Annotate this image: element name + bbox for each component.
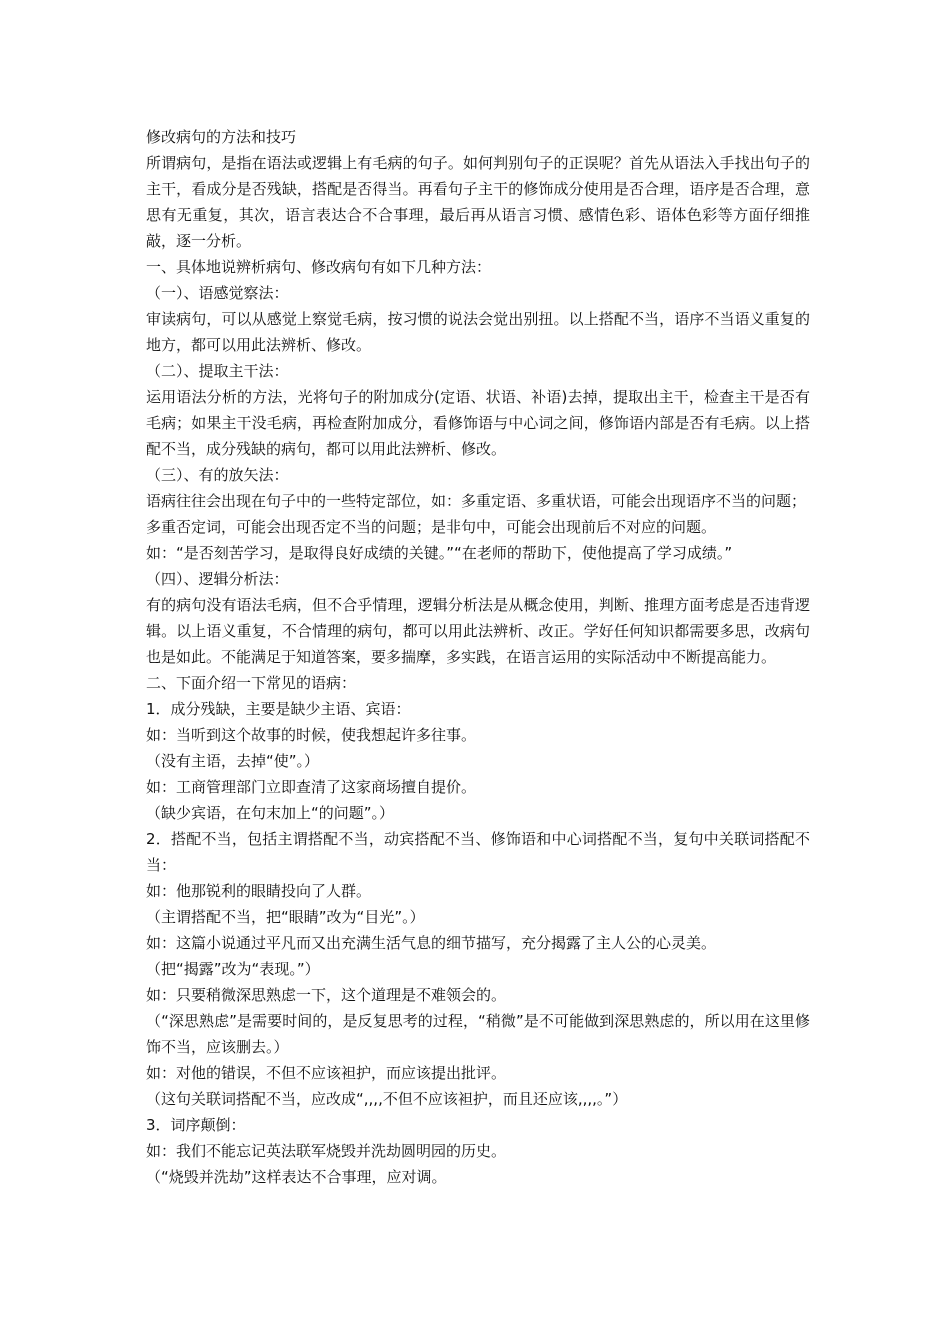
method-text-2: 运用语法分析的方法，光将句子的附加成分(定语、状语、补语)去掉，提取出主干，检查主干是否有毛病；如果主干没毛病，再检查附加成分，看修饰语与中心词之间，修饰语内部是否有毛病。以上搭配不当，成分残缺的病句，都可以用此法辨析、修改。 [146,388,810,458]
example-note: （“深思熟虑”是需要时间的，是反复思考的过程，“稍微”是不可能做到深思熟虑的，所以用在这里修饰不当，应该删去。） [146,1012,810,1056]
example-note: （“烧毁并洗劫”这样表达不合事理，应对调。 [146,1168,447,1186]
example-note: （主谓搭配不当，把“眼睛”改为“目光”。） [146,908,425,926]
method-text-4: 有的病句没有语法毛病，但不合乎情理，逻辑分析法是从概念使用，判断、推理方面考虑是否违背逻辑。以上语义重复，不合情理的病句，都可以用此法辨析、改正。学好任何知识都需要多思，改病句也是如此。不能满足于知道答案，要多揣摩，多实践，在语言运用的实际活动中不断提高能力。 [146,596,810,666]
intro-paragraph: 所谓病句，是指在语法或逻辑上有毛病的句子。如何判别句子的正误呢？首先从语法入手找出句子的主干，看成分是否残缺，搭配是否得当。再看句子主干的修饰成分使用是否合理，语序是否合理，意思有无重复，其次，语言表达合不合事理，最后再从语言习惯、感情色彩、语体色彩等方面仔细推敲，逐一分析。 [146,154,810,250]
method-heading-2: （二）、提取主干法： [146,362,289,380]
example-line: 如：对他的错误，不但不应该袒护，而应该提出批评。 [146,1064,507,1082]
example-line: 如：工商管理部门立即查清了这家商场擅自提价。 [146,778,477,796]
error-heading-1: 1．成分残缺，主要是缺少主语、宾语： [146,700,411,718]
method-text-1: 审读病句，可以从感觉上察觉毛病，按习惯的说法会觉出别扭。以上搭配不当，语序不当语义重复的地方，都可以用此法辨析、修改。 [146,310,810,354]
example-line: 如：当听到这个故事的时候，使我想起许多往事。 [146,726,477,744]
method-heading-3: （三）、有的放矢法： [146,466,289,484]
example-note: （这句关联词搭配不当，应改成“,,,,不但不应该袒护，而且还应该,,,,。”） [146,1090,628,1108]
example-note: （把“揭露”改为“表现。”） [146,960,320,978]
error-heading-3: 3．词序颠倒： [146,1116,246,1134]
method-heading-4: （四）、逻辑分析法： [146,570,289,588]
example-line: 如：这篇小说通过平凡而又出充满生活气息的细节描写，充分揭露了主人公的心灵美。 [146,934,717,952]
example-line: 如：我们不能忘记英法联军烧毁并洗劫圆明园的历史。 [146,1142,507,1160]
example-note: （没有主语，去掉“使”。） [146,752,320,770]
example-line: 如：只要稍微深思熟虑一下，这个道理是不难领会的。 [146,986,507,1004]
method-example-3: 如：“是否刻苦学习，是取得良好成绩的关键。”“在老师的帮助下，使他提高了学习成绩。” [146,544,733,562]
method-heading-1: （一）、语感觉察法： [146,284,289,302]
section-heading-errors: 二、下面介绍一下常见的语病： [146,674,357,692]
method-text-3b: 多重否定词，可能会出现否定不当的问题；是非句中，可能会出现前后不对应的问题。 [146,518,717,536]
example-note: （缺少宾语，在句末加上“的问题”。） [146,804,395,822]
error-heading-2: 2．搭配不当，包括主谓搭配不当，动宾搭配不当、修饰语和中心词搭配不当，复句中关联词搭配不当： [146,830,810,874]
document-title: 修改病句的方法和技巧 [146,128,297,146]
method-text-3a: 语病往往会出现在句子中的一些特定部位，如：多重定语、多重状语，可能会出现语序不当的问题； [146,492,807,510]
document-body [146,124,810,1190]
example-line: 如：他那锐利的眼睛投向了人群。 [146,882,372,900]
section-heading-methods: 一、具体地说辨析病句、修改病句有如下几种方法： [146,258,492,276]
